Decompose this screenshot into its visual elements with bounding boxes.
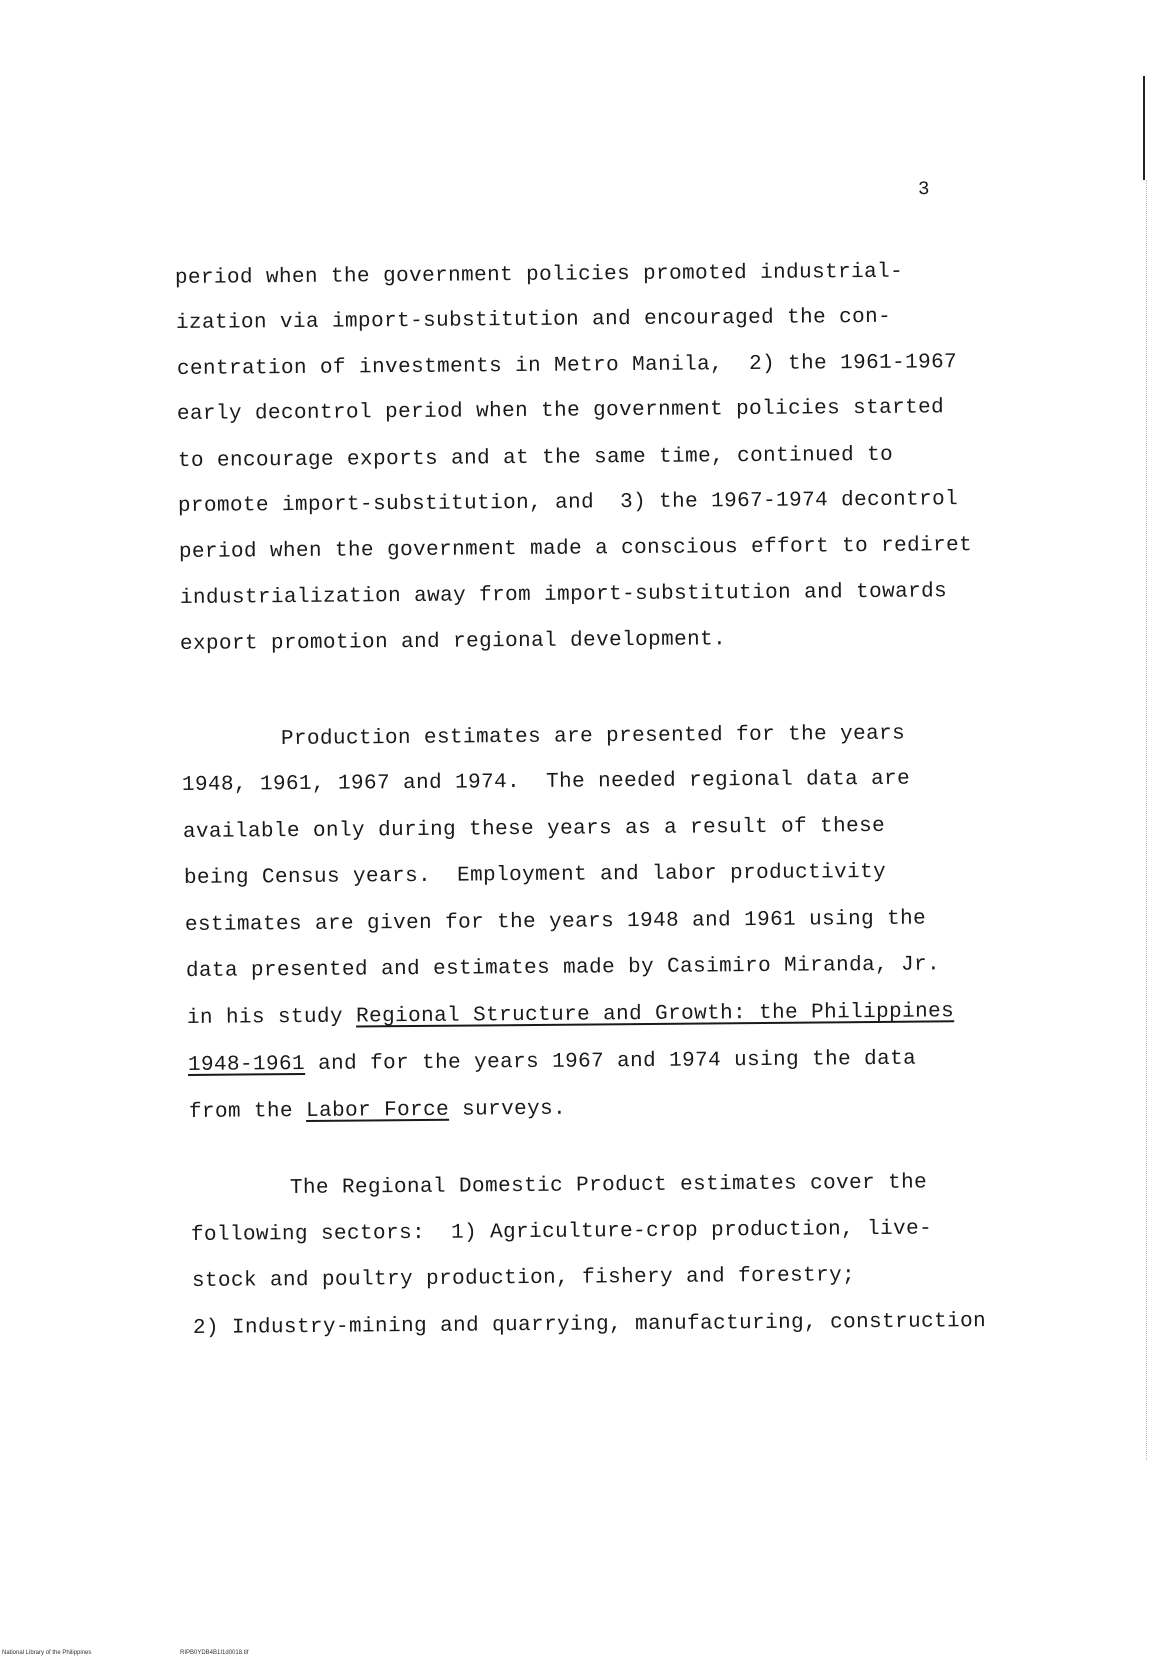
text-line: available only during these years as a result of these <box>182 814 886 844</box>
text-line: following sectors: 1) Agriculture-crop production, live- <box>190 1217 933 1247</box>
text-line: export promotion and regional development. <box>179 628 727 656</box>
scan-edge-dots <box>1146 180 1147 1460</box>
text-line: promote import-substitution, and 3) the 1967-1974 decontrol <box>177 488 959 518</box>
text-line: 1948, 1961, 1967 and 1974. The needed regional data are <box>181 767 911 797</box>
text-segment: from the <box>188 1099 307 1124</box>
text-line: early decontrol period when the government policies started <box>176 396 945 426</box>
text-line <box>189 1099 566 1123</box>
text-segment: in his study <box>186 1005 357 1030</box>
text-line: being Census years. Employment and labor productivity <box>183 860 887 890</box>
text-line <box>187 1001 954 1029</box>
scan-edge-rule <box>1143 76 1145 180</box>
footer-library: National Library of the Philippines <box>2 1650 92 1656</box>
text-line: estimates are given for the years 1948 and 1961 using the <box>184 907 927 937</box>
text-line: ization via import-substitution and encouraged the con- <box>175 305 892 335</box>
text-line: centration of investments in Metro Manila, 2) the 1961-1967 <box>176 351 958 381</box>
text-line <box>188 1049 916 1076</box>
page-number: 3 <box>917 177 930 201</box>
text-segment: surveys. <box>448 1097 567 1122</box>
underlined-title: Regional Structure and Growth: the Philippines <box>355 1000 955 1029</box>
text-line: period when the government made a conscious effort to rediret <box>178 534 973 564</box>
footer-file-id: RIPB0YDB4B1I1d0018.tif <box>180 1650 249 1656</box>
text-line: period when the government policies promoted industrial- <box>174 260 904 290</box>
text-line: stock and poultry production, fishery and forestry; <box>191 1264 856 1293</box>
text-line: Production estimates are presented for the years <box>280 722 906 751</box>
text-segment: and for the years 1967 and 1974 using the data <box>304 1047 917 1076</box>
underlined-title: Labor Force <box>305 1098 450 1123</box>
text-line: data presented and estimates made by Casimiro Miranda, Jr. <box>185 953 941 983</box>
text-line: 2) Industry-mining and quarrying, manufacturing, construction <box>192 1310 987 1340</box>
text-line: industrialization away from import-substitution and towards <box>179 580 948 610</box>
text-line: The Regional Domestic Product estimates cover the <box>289 1171 928 1200</box>
text-line: to encourage exports and at the same time, continued to <box>177 443 894 473</box>
underlined-title: 1948-1961 <box>187 1052 306 1077</box>
